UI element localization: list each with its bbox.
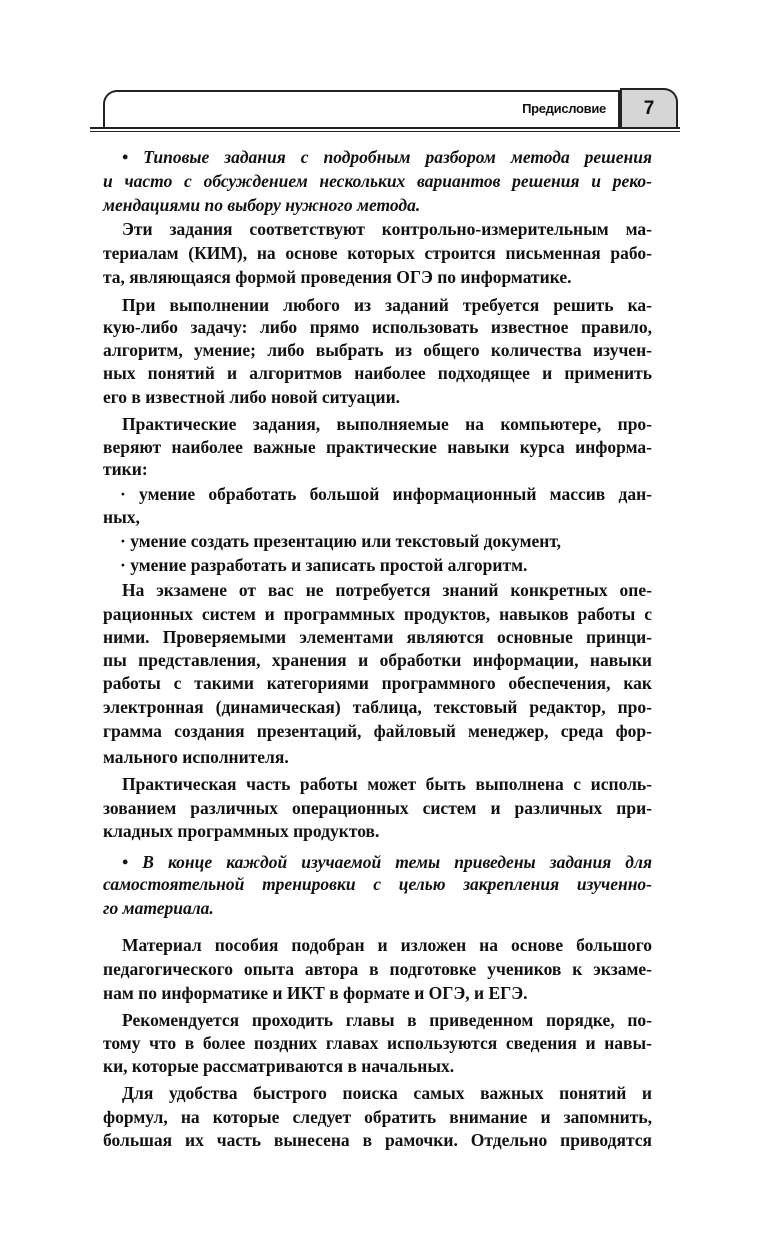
text-line: го материала. (103, 898, 214, 918)
text-line: Практическая часть работы может быть выполнена с исполь- (122, 774, 652, 794)
text-line: его в известной либо новой ситуации. (103, 387, 401, 407)
text-line: · умение разработать и записать простой алгоритм. (120, 555, 528, 575)
text-line: · умение обработать большой информационный массив дан- (120, 484, 652, 504)
text-line: Рекомендуется проходить главы в приведенном порядке, по- (122, 1010, 652, 1030)
text-line: веряют наиболее важные практические навыки курса информа- (103, 437, 652, 457)
text-line: формул, на которые следует обратить внимание и запомнить, (103, 1107, 652, 1127)
text-line: ними. Проверяемыми элементами являются основные принци- (103, 627, 652, 647)
text-line: Для удобства быстрого поиска самых важных понятий и (122, 1083, 652, 1103)
text-line: ных, (103, 507, 140, 527)
text-line: ки, которые рассматриваются в начальных. (103, 1056, 455, 1076)
text-line: При выполнении любого из заданий требуется решить ка- (122, 295, 652, 315)
text-line: зованием различных операционных систем и различных при- (103, 798, 652, 818)
text-line: рационных систем и программных продуктов, навыков работы с (103, 604, 652, 624)
text-line: и часто с обсуждением нескольких вариантов решения и реко- (103, 171, 652, 191)
text-line: На экзамене от вас не потребуется знаний конкретных опе- (122, 580, 652, 600)
text-line: грамма создания презентаций, файловый менеджер, среда фор- (103, 721, 652, 741)
text-line: кладных программных продуктов. (103, 821, 380, 841)
text-line: Практические задания, выполняемые на компьютере, про- (122, 414, 652, 434)
text-line: · умение создать презентацию или текстовый документ, (120, 531, 562, 551)
text-line: мального исполнителя. (103, 747, 289, 767)
text-line: пы представления, хранения и обработки информации, навыки (103, 650, 652, 670)
text-line: тики: (103, 459, 148, 479)
text-line: педагогического опыта автора в подготовке учеников к экзаме- (103, 959, 652, 979)
page-number: 7 (620, 88, 678, 128)
header-rule (90, 127, 680, 129)
header-rule-thin (90, 131, 680, 132)
text-line: Материал пособия подобран и изложен на основе большого (122, 935, 652, 955)
text-line: большая их часть вынесена в рамочки. Отдельно приводятся (103, 1130, 652, 1150)
text-line: работы с такими категориями программного обеспечения, как (103, 673, 652, 693)
text-line: мендациями по выбору нужного метода. (103, 195, 421, 215)
text-line: Эти задания соответствуют контрольно-измерительным ма- (122, 219, 652, 239)
text-line: териалам (КИМ), на основе которых строится письменная рабо- (103, 243, 652, 263)
running-header-title: Предисловие (522, 101, 606, 116)
text-line: та, являющаяся формой проведения ОГЭ по информатике. (103, 267, 572, 287)
text-line: • Типовые задания с подробным разбором метода решения (122, 147, 652, 167)
text-line: нам по информатике и ИКТ в формате и ОГЭ, и ЕГЭ. (103, 983, 528, 1003)
text-line: алгоритм, умение; либо выбрать из общего количества изучен- (103, 340, 652, 360)
text-line: • В конце каждой изучаемой темы приведены задания для (122, 852, 652, 872)
text-line: электронная (динамическая) таблица, текстовый редактор, про- (103, 697, 652, 717)
text-line: тому что в более поздних главах используются сведения и навы- (103, 1033, 652, 1053)
text-line: ных понятий и алгоритмов наиболее подходящее и применить (103, 363, 652, 383)
text-line: кую-либо задачу: либо прямо использовать известное правило, (103, 317, 652, 337)
text-line: самостоятельной тренировки с целью закрепления изученно- (103, 874, 652, 894)
